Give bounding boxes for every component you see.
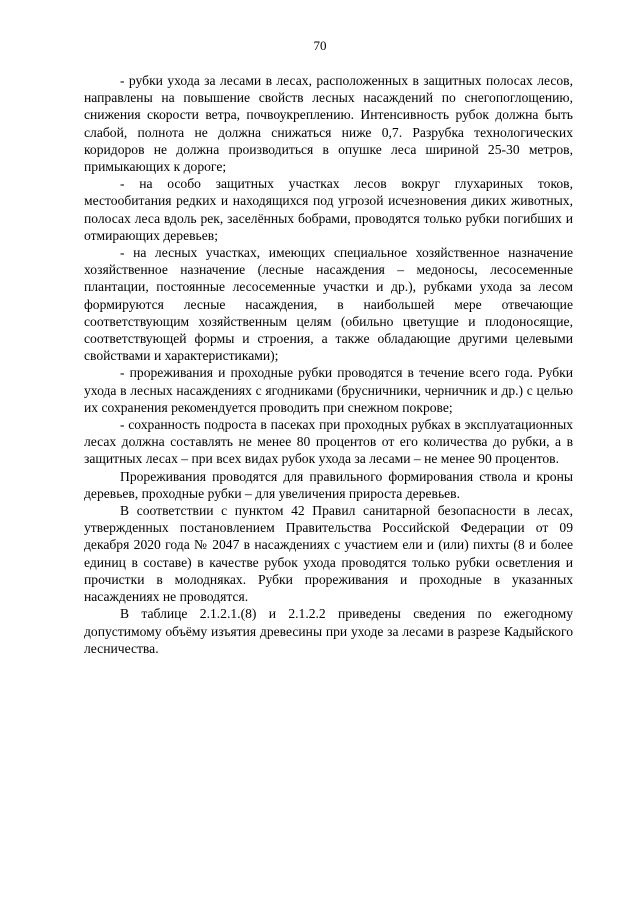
paragraph-undergrowth-preservation: - сохранность подроста в пасеках при проходных рубках в эксплуатационных лесах должна составлять не менее 80 процентов от его количества до рубки, а в защитных лесах – при всех видах рубок ухода за лесами – не менее 90 процентов. [84,417,573,467]
paragraph-special-purpose-plots: - на лесных участках, имеющих специальное хозяйственное назначение хозяйственное назначение (лесные насаждения – медоносы, лесосеменные плантации, постоянные лесосеменные участки и др.), рубками ухода за лесом формируются лесные насаждения, в наибольшей мере отвечающие соответствующим хозяйственным целям (обильно цветущие и плодоносящие, соответствующей формы и строения, а также обладающие другими целевыми свойствами и характеристиками); [84,245,573,364]
page-number: 70 [313,38,327,53]
paragraph-special-protective-areas: - на особо защитных участках лесов вокруг глухариных токов, местообитания редких и находящихся под угрозой исчезновения диких животных, полосах леса вдоль рек, заселённых бобрами, проводятся только рубки погибших и отмирающих деревьев; [84,176,573,243]
paragraph-tables-reference: В таблице 2.1.2.1.(8) и 2.1.2.2 приведены сведения по ежегодному допустимому объёму изъятия древесины при уходе за лесами в разрезе Кадыйского лесничества. [84,606,573,656]
paragraph-sanitary-rules: В соответствии с пунктом 42 Правил санитарной безопасности в лесах, утвержденных постановлением Правительства Российской Федерации от 09 декабря 2020 года № 2047 в насаждениях с участием ели и (или) пихты (8 и более единиц в составе) в качестве рубок ухода проводятся только рубки осветления и прочистки в молодняках. Рубки прореживания и проходные в указанных насаждениях не проводятся. [84,503,573,605]
paragraph-protective-strips: - рубки ухода за лесами в лесах, расположенных в защитных полосах лесов, направлены на повышение свойств лесных насаждений по снегопоглощению, снижения скорости ветра, почвоукреплению. Интенсивность рубок должна быть слабой, полнота не должна снижаться ниже 0,7. Разрубка технологических коридоров не должна производиться в опушке леса шириной 25-30 метров, примыкающих к дороге; [84,73,573,175]
body-text [84,72,573,657]
paragraph-thinning-season: - прореживания и проходные рубки проводятся в течение всего года. Рубки ухода в лесных насаждениях с ягодниками (брусничники, черничник и др.) с целью их сохранения рекомендуется проводить при снежном покрове; [84,365,573,415]
paragraph-thinning-purpose: Прореживания проводятся для правильного формирования ствола и кроны деревьев, проходные рубки – для увеличения прироста деревьев. [84,468,573,501]
